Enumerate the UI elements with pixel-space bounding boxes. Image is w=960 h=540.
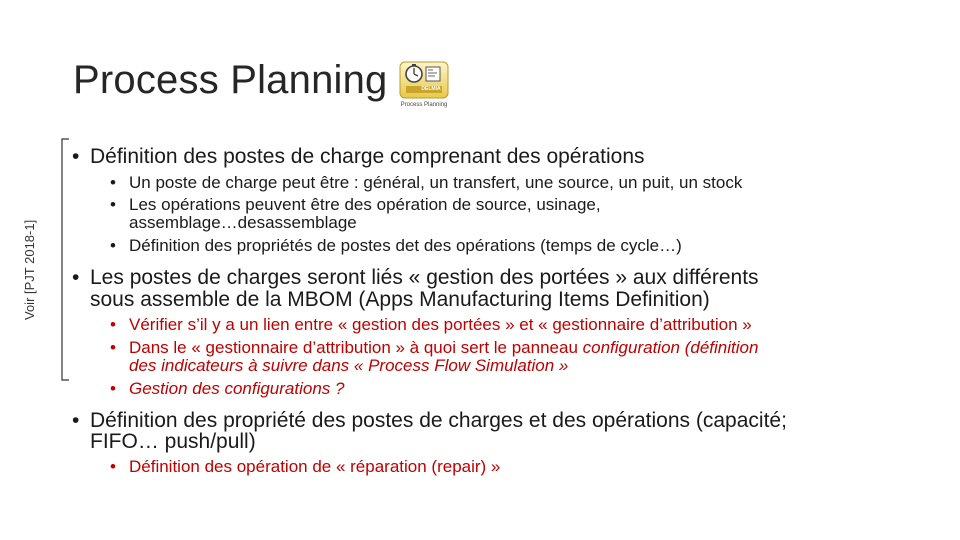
bullet-1-sub-2-cont: assemblage…desassemblage bbox=[129, 213, 357, 232]
side-reference-label: Voir [PJT 2018-1] bbox=[22, 219, 37, 320]
bullet-2: • Les postes de charges seront liés « gestion des portées » aux différents bbox=[72, 266, 759, 289]
bullet-3-cont: FIFO… push/pull) bbox=[90, 430, 256, 453]
bullet-3-sub-1: • Définition des opération de « réparation (repair) » bbox=[110, 457, 501, 476]
logo-badge-text: DELMIA bbox=[421, 86, 441, 92]
bullet-1-sub-1: • Un poste de charge peut être : général, un transfert, une source, un puit, un stock bbox=[110, 173, 743, 192]
logo-caption: Process Planning bbox=[400, 102, 448, 108]
delmia-process-planning-logo bbox=[393, 58, 455, 114]
slide-title: Process Planning bbox=[73, 58, 388, 102]
left-bracket bbox=[58, 138, 70, 382]
bullet-2-sub-1: • Vérifier s’il y a un lien entre « gestion des portées » et « gestionnaire d’attribution » bbox=[110, 315, 752, 334]
bullet-2-sub-3: • Gestion des configurations ? bbox=[110, 379, 345, 398]
bullet-3: • Définition des propriété des postes de charges et des opérations (capacité; bbox=[72, 409, 787, 432]
bullet-1-sub-3: • Définition des propriétés de postes det des opérations (temps de cycle…) bbox=[110, 236, 682, 255]
bullet-2-cont: sous assemble de la MBOM (Apps Manufacturing Items Definition) bbox=[90, 288, 710, 311]
bullet-2-sub-2-cont: des indicateurs à suivre dans « Process Flow Simulation » bbox=[129, 356, 569, 375]
bullet-1-sub-2: • Les opérations peuvent être des opération de source, usinage, bbox=[110, 195, 601, 214]
delmia-logo-icon bbox=[393, 58, 455, 102]
bullet-1: • Définition des postes de charge comprenant des opérations bbox=[72, 145, 645, 168]
bullet-2-sub-2: • Dans le « gestionnaire d’attribution » à quoi sert le panneau configuration (définition bbox=[110, 338, 759, 357]
